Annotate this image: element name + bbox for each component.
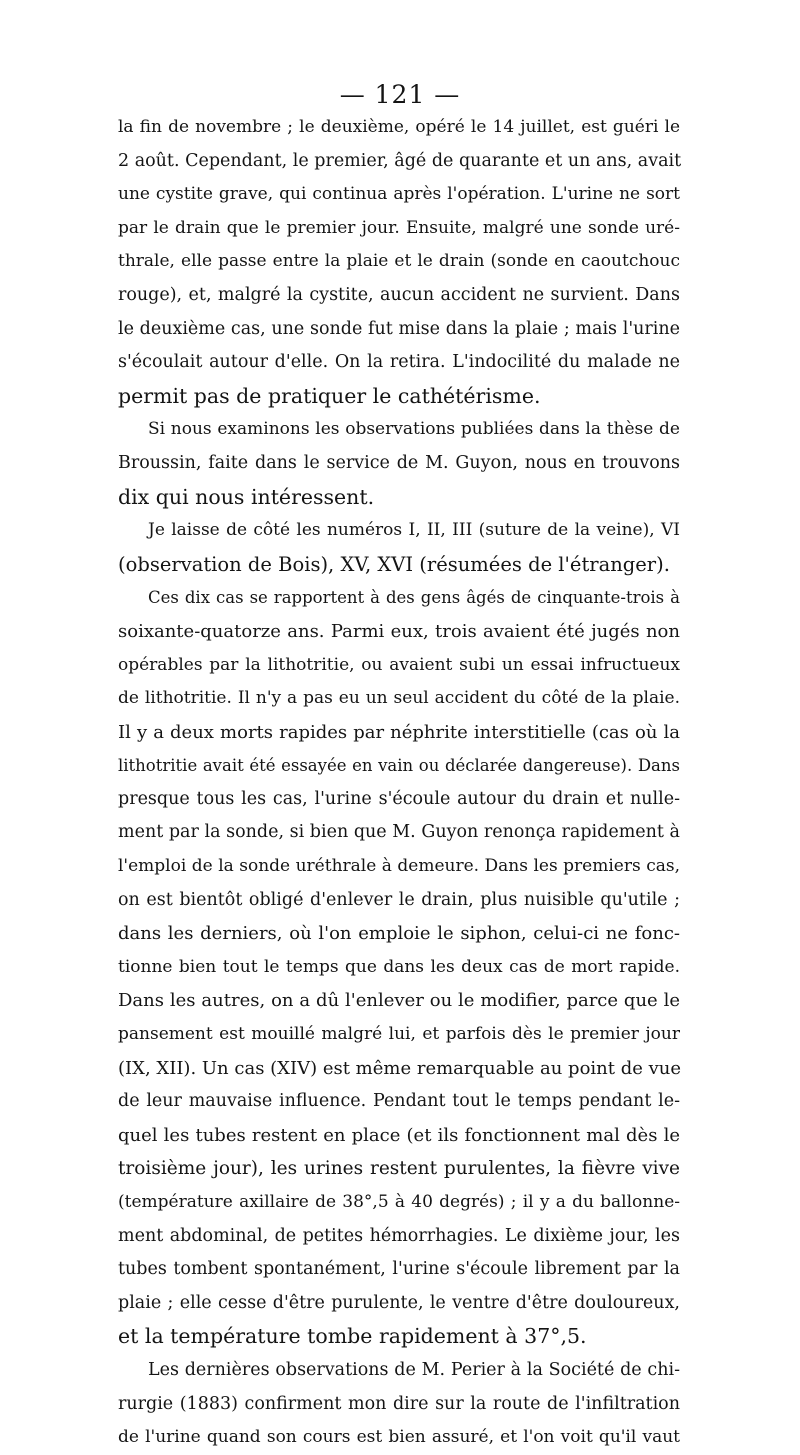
text-line: troisième jour), les urines restent purulentes, la fièvre vive <box>118 1158 680 1180</box>
text-line: et la température tombe rapidement à 37°,5. <box>118 1324 587 1349</box>
text-line: Ces dix cas se rapportent à des gens âgés de cinquante-trois à <box>148 588 680 608</box>
text-line: pansement est mouillé malgré lui, et parfois dès le premier jour <box>118 1024 680 1045</box>
text-line: 2 août. Cependant, le premier, âgé de quarante et un ans, avait <box>118 150 682 171</box>
text-line: Dans les autres, on a dû l'enlever ou le modifier, parce que le <box>118 990 680 1012</box>
text-line: (observation de Bois), XV, XVI (résumées de l'étranger). <box>118 552 670 576</box>
text-line: ment par la sonde, si bien que M. Guyon renonça rapidement à <box>118 822 680 843</box>
text-line: opérables par la lithotritie, ou avaient subi un essai infructueux <box>118 654 680 675</box>
text-line: Je laisse de côté les numéros I, II, III (suture de la veine), VI <box>148 520 680 541</box>
text-line: Les dernières observations de M. Perier à la Société de chi- <box>148 1359 680 1380</box>
body-text <box>118 111 680 1455</box>
page-number: — 121 — <box>339 80 461 109</box>
text-line: tionne bien tout le temps que dans les deux cas de mort rapide. <box>118 956 680 977</box>
text-line: (température axillaire de 38°,5 à 40 degrés) ; il y a du ballonne- <box>118 1192 680 1212</box>
text-line: de l'urine quand son cours est bien assuré, et l'on voit qu'il vaut <box>118 1427 680 1448</box>
text-line: thrale, elle passe entre la plaie et le drain (sonde en caoutchouc <box>118 251 680 272</box>
text-line: tubes tombent spontanément, l'urine s'écoule librement par la <box>118 1259 680 1280</box>
text-line: le deuxième cas, une sonde fut mise dans la plaie ; mais l'urine <box>118 318 680 339</box>
text-line: rouge), et, malgré la cystite, aucun accident ne survient. Dans <box>118 284 680 305</box>
text-line: de lithotritie. Il n'y a pas eu un seul accident du côté de la plaie. <box>118 688 680 709</box>
text-line: par le drain que le premier jour. Ensuite, malgré une sonde uré- <box>118 217 680 238</box>
text-line: soixante-quatorze ans. Parmi eux, trois avaient été jugés non <box>118 620 680 642</box>
text-line: Si nous examinons les observations publiées dans la thèse de <box>148 419 680 440</box>
text-line: on est bientôt obligé d'enlever le drain, plus nuisible qu'utile ; <box>118 889 680 910</box>
text-line: de leur mauvaise influence. Pendant tout le temps pendant le- <box>118 1091 680 1112</box>
text-line: permit pas de pratiquer le cathétérisme. <box>118 383 541 408</box>
text-line: lithotritie avait été essayée en vain ou déclarée dangereuse). Dans <box>118 756 680 776</box>
text-line: l'emploi de la sonde uréthrale à demeure. Dans les premiers cas, <box>118 856 680 877</box>
text-line: rurgie (1883) confirment mon dire sur la route de l'infiltration <box>118 1393 680 1414</box>
text-line: Broussin, faite dans le service de M. Guyon, nous en trouvons <box>118 452 680 473</box>
text-line: s'écoulait autour d'elle. On la retira. L'indocilité du malade ne <box>118 352 680 373</box>
text-line: une cystite grave, qui continua après l'opération. L'urine ne sort <box>118 184 680 205</box>
text-line: plaie ; elle cesse d'être purulente, le ventre d'être douloureux, <box>118 1292 680 1313</box>
text-line: quel les tubes restent en place (et ils fonctionnent mal dès le <box>118 1124 680 1146</box>
text-line: ment abdominal, de petites hémorrhagies. Le dixième jour, les <box>118 1225 680 1246</box>
text-line: Il y a deux morts rapides par néphrite interstitielle (cas où la <box>118 721 680 743</box>
text-line: la fin de novembre ; le deuxième, opéré le 14 juillet, est guéri le <box>118 117 680 137</box>
text-line: dix qui nous intéressent. <box>118 484 375 509</box>
text-line: dans les derniers, où l'on emploie le siphon, celui-ci ne fonc- <box>118 923 680 945</box>
text-line: (IX, XII). Un cas (XIV) est même remarquable au point de vue <box>118 1057 682 1079</box>
text-line: presque tous les cas, l'urine s'écoule autour du drain et nulle- <box>118 788 680 809</box>
